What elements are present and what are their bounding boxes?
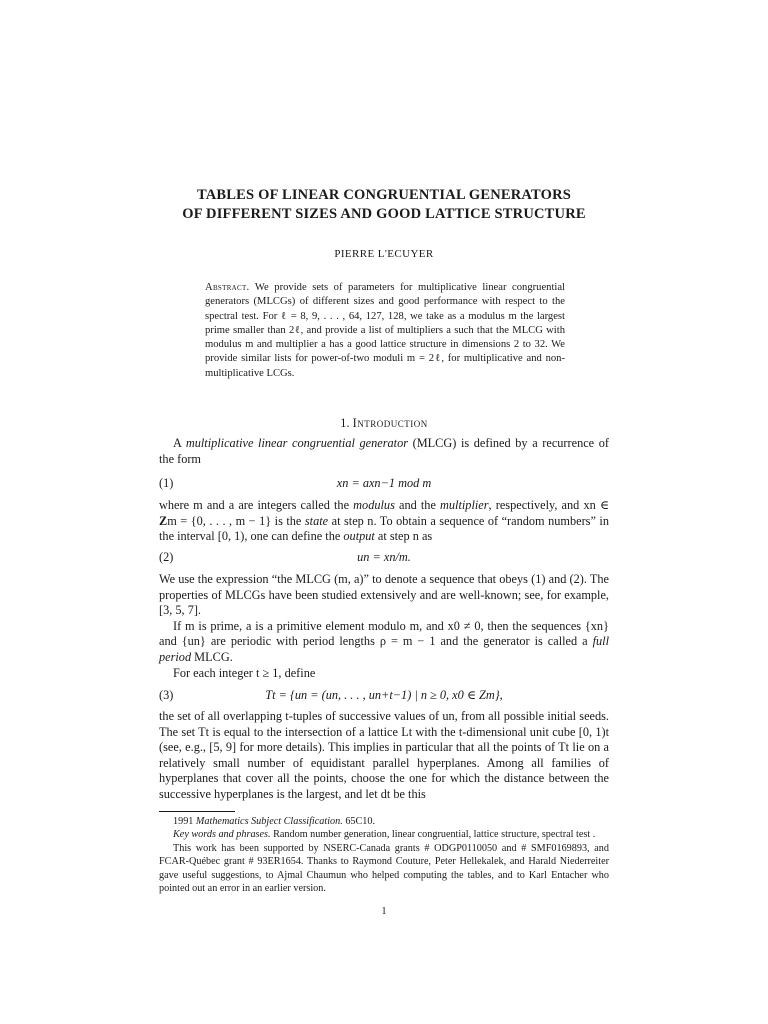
intro-paragraph-1 [159,436,609,467]
footnotes [159,815,609,895]
footnote-2-text: Random number generation, linear congruential, lattice structure, spectral test . [270,829,596,841]
para2-emphasis-multiplier: multiplier [440,498,489,512]
page-number: 1 [381,906,387,917]
para2-c: , respectively, and xn ∈ [488,498,609,512]
footnote-1-code: 65C10. [342,816,376,827]
para2-a: where m and a are integers called the [159,498,354,512]
equation-3-number: (3) [159,688,174,702]
footnote-classification [159,815,609,828]
section-number: 1. [340,416,350,430]
footnote-keywords [159,828,609,841]
intro-paragraph-5: For each integer t ≥ 1, define [173,665,316,680]
para2-set-Z: Z [159,513,168,528]
para1-start: A [173,436,186,450]
footnote-1-label: Mathematics Subject Classification. [195,816,343,827]
intro-paragraphs-3-5 [159,572,609,681]
section-title: Introduction [352,416,428,430]
para2-f: at step n as [374,529,433,544]
footnote-2-label: Key words and phrases. [173,829,271,841]
equation-1 [159,476,609,492]
para2-e: at step n. To obtain a sequence of “random numbers” in the interval [0, 1), one can define the [159,513,609,544]
intro-paragraph-3: We use the expression “the MLCG (m, a)” to denote a sequence that obeys (1) and (2). The properties of MLCGs have been studied extensively and are well-known; see, for example, [3, 5, 7]. [159,572,609,618]
abstract-text: We provide sets of parameters for multiplicative linear congruential generators (MLCGs) of different sizes and good performance with respect to the spectral test. For ℓ = 8, 9, . . . , 64, 127, 128, we take as a modulus m the largest prime smaller than 2ℓ, and provide a list of multipliers a such that the MLCG with modulus m and multiplier a has a good lattice structure in dimensions 2 to 32. We provide similar lists for power-of-two moduli m = 2ℓ, for multiplicative and non-multiplicative LCGs. [205,282,565,379]
equation-2-expression: un = xn/m. [357,550,411,564]
intro-paragraph-4 [159,619,609,666]
intro-paragraph-6-text: the set of all overlapping t-tuples of successive values of un, from all possible initial seeds. The set Tt is equal to the intersection of a lattice Lt with the t-dimensional unit cube [0, 1)t (see, e.g., [5, 9] for more details). This implies in particular that all the points of Tt lie on a relatively small number of equidistant parallel hyperplanes. Among all families of hyperplanes that cover all the points, choose the one for which the distance between the successive hyperplanes is the largest, and let dt be this [159,709,609,801]
equation-1-expression: xn = axn−1 mod m [336,476,432,490]
para4-emphasis: full period [159,634,609,664]
equation-3 [159,688,609,704]
section-heading [0,416,768,431]
abstract [205,281,565,381]
author-name: PIERRE L'ECUYER [334,248,434,260]
paper-title-line-1: TABLES OF LINEAR CONGRUENTIAL GENERATORS [196,187,572,203]
para2-b: and the [394,498,441,512]
footnote-1-year: 1991 [173,816,196,827]
equation-3-expression: Tt = {un = (un, . . . , un+t−1) | n ≥ 0, x0 ∈ Zm}, [265,688,503,702]
para4-b: MLCG. [191,649,233,664]
para2-emphasis-modulus: modulus [353,498,395,512]
intro-paragraph-6 [159,709,609,803]
para4-a: If m is prime, a is a primitive element modulo m, and x0 ≠ 0, then the sequences {xn} and {un} are periodic with period lengths ρ = m − 1 and the generator is called a [159,618,609,649]
intro-paragraph-2 [159,498,609,545]
para1-end: (MLCG) is defined by a recurrence of the form [159,436,609,466]
para2-emphasis-output: output [343,529,375,544]
equation-1-number: (1) [159,476,174,490]
para1-emphasis: multiplicative linear congruential generator [185,436,409,450]
para2-emphasis-state: state [304,513,329,528]
equation-2 [159,550,609,566]
paper-title-line-2: OF DIFFERENT SIZES AND GOOD LATTICE STRUCTURE [182,206,586,222]
para2-d: m = {0, . . . , m − 1} is the [167,513,305,528]
footnote-acknowledgements: This work has been supported by NSERC-Canada grants # ODGP0110050 and # SMF0169893, and FCAR-Québec grant # 93ER1654. Thanks to Raymond Couture, Peter Hellekalek, and Harald Niederreiter gave useful suggestions, to Ajmal Chaumun who helped computing the tables, and to Karl Entacher who pointed out an error in an earlier version. [159,842,609,895]
abstract-label: Abstract. [205,282,250,293]
footnote-rule [159,811,235,812]
equation-2-number: (2) [159,550,174,564]
